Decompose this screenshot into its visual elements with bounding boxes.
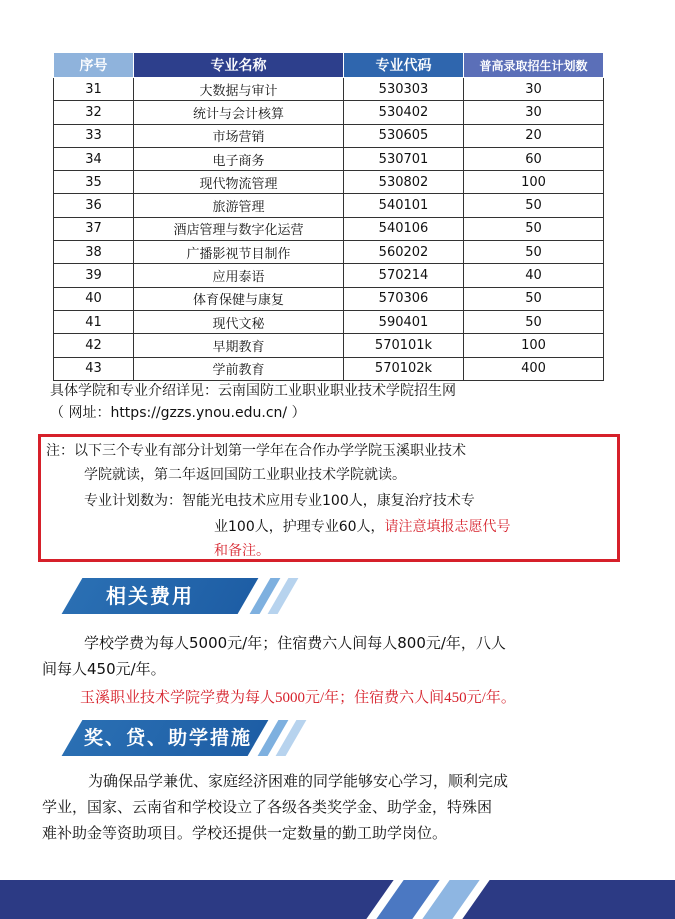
cell-index: 38 xyxy=(54,241,134,264)
cell-major-code: 570101k xyxy=(344,334,464,357)
cell-plan-count: 40 xyxy=(464,264,604,287)
intro-line-1: 具体学院和专业介绍详见：云南国防工业职业职业技术学院招生网 xyxy=(50,383,456,399)
cell-major-code: 540101 xyxy=(344,194,464,217)
cell-major-name: 体育保健与康复 xyxy=(134,287,344,310)
cell-major-code: 560202 xyxy=(344,241,464,264)
aid-line-1: 为确保品学兼优、家庭经济困难的同学能够安心学习，顺利完成 xyxy=(88,772,509,790)
cell-major-code: 530701 xyxy=(344,147,464,170)
cell-index: 43 xyxy=(54,357,134,380)
major-table xyxy=(53,52,604,381)
table-row xyxy=(54,78,604,101)
table-row xyxy=(54,357,604,380)
fees-red-line: 玉溪职业技术学院学费为每人5000元/年；住宿费六人间450元/年。 xyxy=(80,690,516,706)
cell-major-name: 广播影视节目制作 xyxy=(134,241,344,264)
table-row xyxy=(54,194,604,217)
cell-plan-count: 50 xyxy=(464,241,604,264)
table-row xyxy=(54,171,604,194)
cell-major-name: 市场营销 xyxy=(134,124,344,147)
fees-banner xyxy=(60,578,310,614)
table-row xyxy=(54,217,604,240)
note-line-4 xyxy=(214,516,511,538)
table-row xyxy=(54,147,604,170)
header-major-code: 专业代码 xyxy=(344,53,464,78)
cell-major-name: 早期教育 xyxy=(134,334,344,357)
table-row xyxy=(54,287,604,310)
cell-index: 42 xyxy=(54,334,134,357)
cell-index: 33 xyxy=(54,124,134,147)
table-row xyxy=(54,124,604,147)
cell-major-code: 540106 xyxy=(344,217,464,240)
table-row xyxy=(54,241,604,264)
cell-major-name: 大数据与审计 xyxy=(134,78,344,101)
cell-major-name: 现代文秘 xyxy=(134,310,344,333)
cell-plan-count: 50 xyxy=(464,217,604,240)
cell-plan-count: 50 xyxy=(464,310,604,333)
aid-banner xyxy=(60,720,310,756)
cell-index: 40 xyxy=(54,287,134,310)
intro-url-line: （ 网址：https://gzzs.ynou.edu.cn/ ） xyxy=(50,405,306,421)
fees-text xyxy=(42,630,622,682)
cell-index: 31 xyxy=(54,78,134,101)
cell-plan-count: 100 xyxy=(464,334,604,357)
table-row xyxy=(54,101,604,124)
cell-major-code: 530802 xyxy=(344,171,464,194)
cell-major-code: 570102k xyxy=(344,357,464,380)
cell-major-code: 530303 xyxy=(344,78,464,101)
table-header-row xyxy=(54,53,604,78)
intro-text xyxy=(50,380,630,424)
cell-major-name: 现代物流管理 xyxy=(134,171,344,194)
footer-decoration xyxy=(0,880,675,919)
fees-title: 相关费用 xyxy=(106,584,194,608)
note-line-5: 和备注。 xyxy=(214,543,270,559)
aid-title: 奖、贷、助学措施 xyxy=(84,727,253,749)
aid-line-3: 难补助金等资助项目。学校还提供一定数量的勤工助学岗位。 xyxy=(42,824,448,842)
cell-index: 36 xyxy=(54,194,134,217)
note-line-1: 注：以下三个专业有部分计划第一学年在合作办学学院玉溪职业技术 xyxy=(46,443,466,459)
fees-line-2: 间每人450元/年。 xyxy=(42,660,166,678)
cell-major-name: 应用泰语 xyxy=(134,264,344,287)
cell-plan-count: 400 xyxy=(464,357,604,380)
fees-line-1: 学校学费为每人5000元/年；住宿费六人间每人800元/年，八人 xyxy=(84,634,506,652)
cell-major-name: 旅游管理 xyxy=(134,194,344,217)
header-plan-count: 普高录取招生计划数 xyxy=(464,53,604,78)
cell-index: 41 xyxy=(54,310,134,333)
cell-plan-count: 50 xyxy=(464,287,604,310)
cell-plan-count: 50 xyxy=(464,194,604,217)
cell-index: 32 xyxy=(54,101,134,124)
aid-line-2: 学业，国家、云南省和学校设立了各级各类奖学金、助学金，特殊困 xyxy=(42,798,493,816)
cell-major-code: 590401 xyxy=(344,310,464,333)
note-line-4-red: 请注意填报志愿代号 xyxy=(384,519,511,535)
header-major-name: 专业名称 xyxy=(134,53,344,78)
cell-major-name: 酒店管理与数字化运营 xyxy=(134,217,344,240)
table-row xyxy=(54,334,604,357)
cell-plan-count: 20 xyxy=(464,124,604,147)
cell-major-name: 统计与会计核算 xyxy=(134,101,344,124)
cell-major-name: 学前教育 xyxy=(134,357,344,380)
table-body xyxy=(54,78,604,381)
cell-plan-count: 60 xyxy=(464,147,604,170)
note-line-2: 学院就读，第二年返回国防工业职业技术学院就读。 xyxy=(84,467,406,483)
cell-major-name: 电子商务 xyxy=(134,147,344,170)
note-line-3: 专业计划数为：智能光电技术应用专业100人，康复治疗技术专 xyxy=(84,493,475,509)
cell-major-code: 570214 xyxy=(344,264,464,287)
table-row xyxy=(54,310,604,333)
cell-index: 37 xyxy=(54,217,134,240)
note-line-4-black: 业100人，护理专业60人， xyxy=(214,519,385,535)
cell-index: 34 xyxy=(54,147,134,170)
table-row xyxy=(54,264,604,287)
cell-major-code: 570306 xyxy=(344,287,464,310)
cell-index: 39 xyxy=(54,264,134,287)
cell-plan-count: 30 xyxy=(464,78,604,101)
cell-major-code: 530402 xyxy=(344,101,464,124)
cell-plan-count: 100 xyxy=(464,171,604,194)
cell-index: 35 xyxy=(54,171,134,194)
header-index: 序号 xyxy=(54,53,134,78)
cell-plan-count: 30 xyxy=(464,101,604,124)
aid-text xyxy=(42,768,622,846)
cell-major-code: 530605 xyxy=(344,124,464,147)
